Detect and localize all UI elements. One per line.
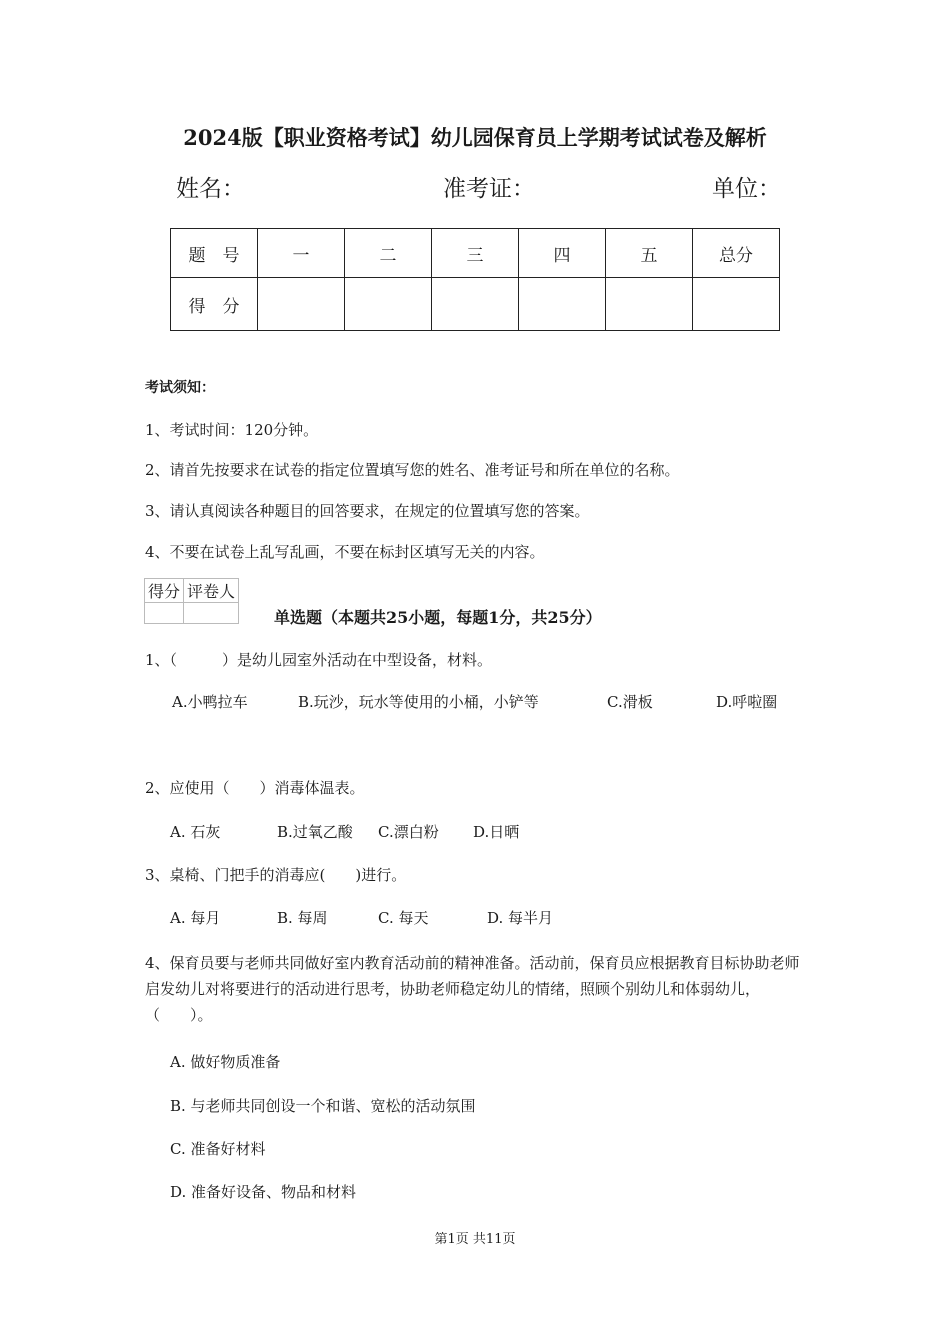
question-stem: 4、保育员要与老师共同做好室内教育活动前的精神准备。活动前，保育员应根据教育目标协助老师启发幼儿对将要进行的活动进行思考，协助老师稳定幼儿的情绪，照顾个别幼儿和体弱幼儿，（ ）。 — [145, 954, 800, 1024]
question-stem: 3、桌椅、门把手的消毒应( )进行。 — [145, 866, 407, 884]
score-cell[interactable] — [432, 278, 519, 331]
question-option: A. 每月 — [170, 909, 221, 927]
score-table-header-cell: 一 — [258, 229, 345, 278]
score-cell[interactable] — [519, 278, 606, 331]
page-footer: 第1页 共11页 — [434, 1232, 516, 1247]
notice-item: 3、请认真阅读各种题目的回答要求，在规定的位置填写您的答案。 — [145, 502, 590, 520]
score-table-row-label: 得 分 — [171, 278, 258, 331]
question-option: D. 每半月 — [487, 909, 554, 927]
score-table-header-cell: 三 — [432, 229, 519, 278]
score-table-header-cell: 五 — [606, 229, 693, 278]
grader-box — [144, 578, 239, 624]
section-title: 单选题（本题共25小题，每题1分，共25分） — [274, 608, 602, 627]
score-cell[interactable] — [345, 278, 432, 331]
score-cell[interactable] — [693, 278, 780, 331]
question-option: B.玩沙，玩水等使用的小桶，小铲等 — [298, 693, 539, 711]
question-option: C. 每天 — [378, 909, 429, 927]
grader-score-cell[interactable] — [145, 603, 184, 624]
question-option: B. 与老师共同创设一个和谐、宽松的活动氛围 — [170, 1097, 476, 1115]
unit-field-label: 单位： — [712, 176, 781, 202]
question-stem: 2、应使用（ ）消毒体温表。 — [145, 779, 365, 797]
exam-id-field-label: 准考证： — [443, 176, 535, 202]
question-option: B.过氧乙酸 — [277, 823, 353, 841]
question-option: C.滑板 — [607, 693, 653, 711]
score-table-header-cell: 总分 — [693, 229, 780, 278]
document-title: 2024版【职业资格考试】幼儿园保育员上学期考试试卷及解析 — [183, 125, 767, 150]
question-option: C.漂白粉 — [378, 823, 439, 841]
grader-reviewer-label: 评卷人 — [184, 579, 239, 603]
score-table-header-cell: 题 号 — [171, 229, 258, 278]
question-option: C. 准备好材料 — [170, 1140, 266, 1158]
notice-item: 1、考试时间：120分钟。 — [145, 421, 319, 439]
notice-item: 4、不要在试卷上乱写乱画，不要在标封区填写无关的内容。 — [145, 543, 545, 561]
score-cell[interactable] — [606, 278, 693, 331]
score-cell[interactable] — [258, 278, 345, 331]
name-field-label: 姓名： — [176, 176, 245, 202]
notice-item: 2、请首先按要求在试卷的指定位置填写您的姓名、准考证号和所在单位的名称。 — [145, 461, 680, 479]
question-option: D.呼啦圈 — [716, 693, 778, 711]
grader-score-label: 得分 — [145, 579, 184, 603]
score-table-header-cell: 二 — [345, 229, 432, 278]
question-stem: 1、（ ）是幼儿园室外活动在中型设备，材料。 — [145, 651, 493, 669]
score-table-header-cell: 四 — [519, 229, 606, 278]
question-option: A. 石灰 — [170, 823, 221, 841]
score-table — [170, 228, 780, 331]
score-table-header-row — [171, 229, 780, 278]
score-table-score-row — [171, 278, 780, 331]
question-option: A. 做好物质准备 — [170, 1053, 281, 1071]
question-option: D.日晒 — [473, 823, 520, 841]
question-option: A.小鸭拉车 — [172, 693, 248, 711]
notice-heading: 考试须知： — [145, 380, 215, 396]
grader-reviewer-cell[interactable] — [184, 603, 239, 624]
question-option: D. 准备好设备、物品和材料 — [170, 1183, 357, 1201]
question-option: B. 每周 — [277, 909, 328, 927]
